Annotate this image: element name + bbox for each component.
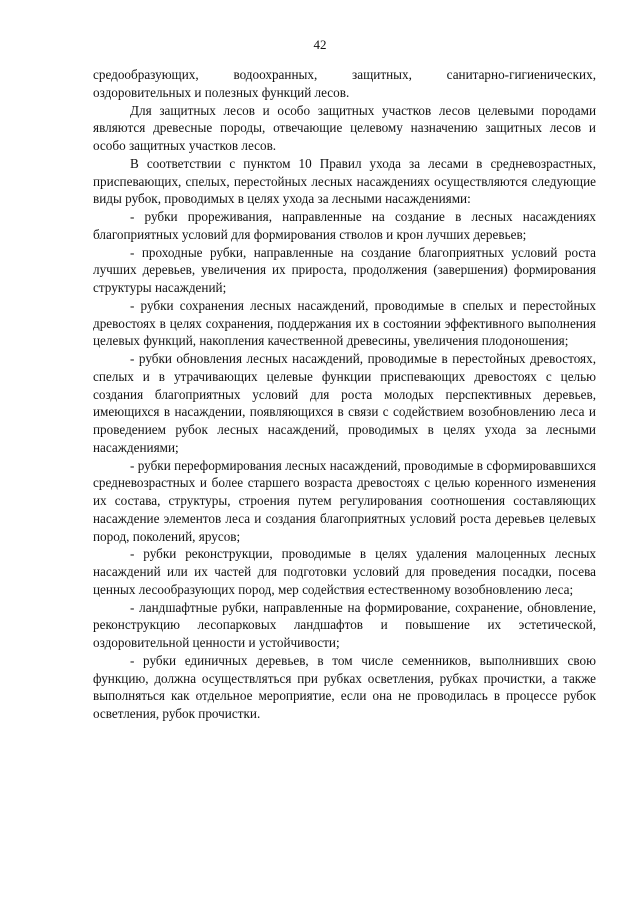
paragraph-continuation: средообразующих, водоохранных, защитных, санитарно-гигиенических, оздоровительных и полезных функций лесов.: [93, 67, 596, 100]
list-item-reconstruction-cutting: - рубки реконструкции, проводимые в целях удаления малоценных лесных насаждений или их частей для подготовки условий для проведения посадки, посева ценных лесообразующих пород, мер содействия естественному возобновлению леса;: [93, 546, 596, 597]
list-item-preservation-cutting: - рубки сохранения лесных насаждений, проводимые в спелых и перестойных древостоях в целях сохранения, поддержания их в состоянии эффективного выполнения целевых функций, накопления качественной древесины, увеличения плодоношения;: [93, 297, 596, 349]
paragraph-target-species: Для защитных лесов и особо защитных участков лесов целевыми породами являются древесные породы, отвечающие целевому назначению защитных лесов и особо защитных участков лесов.: [93, 102, 596, 153]
list-item-single-tree-cutting: - рубки единичных деревьев, в том числе семенников, выполнивших свою функцию, должна осуществляться при рубках осветления, рубках прочистки, а также выполняться как отдельное мероприятие, если она не проводилась в процессе рубок осветления, рубок прочистки.: [93, 652, 596, 721]
list-item-passage-cutting: - проходные рубки, направленные на создание благоприятных условий роста лучших деревьев, увеличения их прироста, продолжения (завершения) формирования структуры насаждений;: [93, 244, 596, 295]
paragraph-intro-cutting-types: В соответствии с пунктом 10 Правил ухода за лесами в средневозрастных, приспевающих, спелых, перестойных лесных насаждениях осуществляются следующие виды рубок, проводимых в целях ухода за лесными насаждениями:: [93, 155, 596, 207]
document-body: [93, 66, 596, 723]
list-item-thinning: - рубки прореживания, направленные на создание в лесных насаждениях благоприятных условий для формирования стволов и крон лучших деревьев;: [93, 209, 596, 242]
list-item-renewal-cutting: - рубки обновления лесных насаждений, проводимые в перестойных древостоях, спелых и в утрачивающих целевые функции приспевающих древостоях с целью создания благоприятных условий для роста молодых перспективных деревьев, имеющихся в насаждении, появляющихся в связи с содействием возобновлению леса и проведением рубок лесных насаждений, проводимых в целях ухода за лесными насаждениями;: [93, 351, 596, 455]
list-item-reformation-cutting: - рубки переформирования лесных насаждений, проводимые в сформировавшихся средневозрастных и более старшего возраста древостоях с целью коренного изменения их состава, структуры, строения путем регулирования соотношения составляющих насаждение элементов леса и создания благоприятных условий роста деревьев целевых пород, поколений, ярусов;: [93, 457, 596, 544]
list-item-landscape-cutting: - ландшафтные рубки, направленные на формирование, сохранение, обновление, реконструкцию лесопарковых ландшафтов и повышение их эстетической, оздоровительной ценности и устойчивости;: [93, 599, 596, 650]
page-number: 42: [313, 37, 327, 52]
